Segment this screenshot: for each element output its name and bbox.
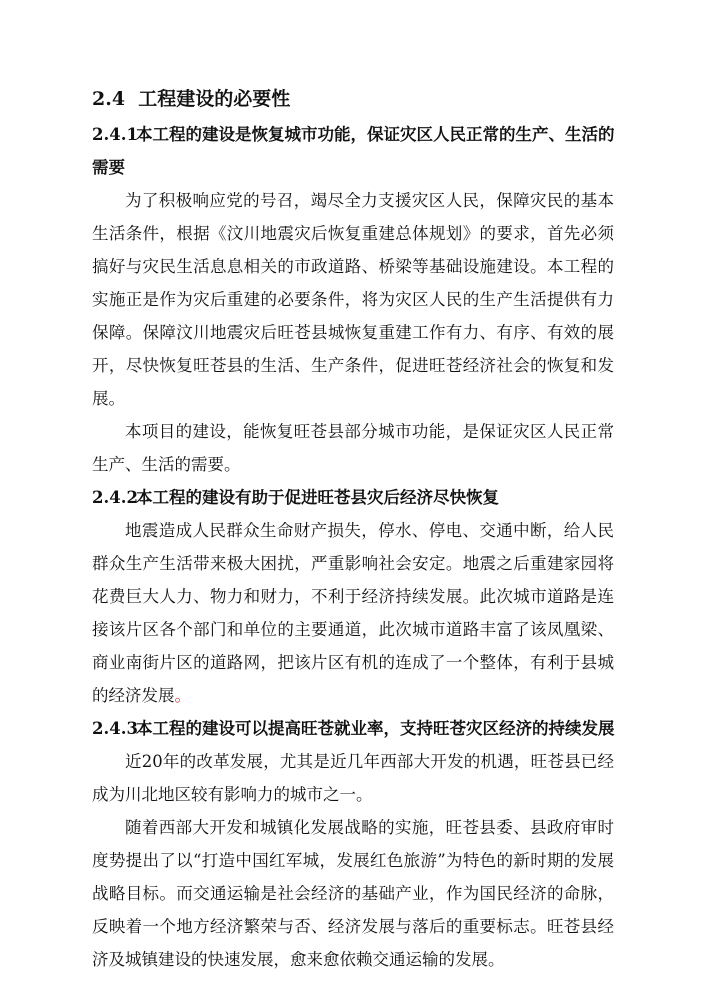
subsection-title: 本工程的建设可以提高旺苍就业率，支持旺苍灾区经济的持续发展	[136, 719, 615, 738]
paragraph	[92, 514, 614, 712]
paragraph: 为了积极响应党的号召，竭尽全力支援灾区人民，保障灾民的基本生活条件，根据《汶川地震灾后恢复重建总体规划》的要求，首先必须搞好与灾民生活息息相关的市政道路、桥梁等基础设施建设。本工程的实施正是作为灾后重建的必要条件，将为灾区人民的生产生活提供有力保障。保障汶川地震灾后旺苍县城恢复重建工作有力、有序、有效的展开，尽快恢复旺苍县的生活、生产条件，促进旺苍经济社会的恢复和发展。	[92, 191, 614, 408]
subsection-heading-2-4-2	[92, 481, 499, 514]
subsection-number: 2.4.1	[92, 125, 138, 144]
subsection-heading-2-4-1	[92, 118, 615, 151]
paragraph: 近20年的改革发展，尤其是近几年西部大开发的机遇，旺苍县已经成为川北地区较有影响力的城市之一。	[92, 752, 614, 804]
paragraph: 本项目的建设，能恢复旺苍县部分城市功能，是保证灾区人民正常生产、生活的需要。	[92, 422, 614, 474]
section-number: 2.4	[92, 88, 126, 110]
subsection-number: 2.4.3	[92, 719, 138, 738]
subsection-heading-2-4-1-continued	[92, 151, 125, 184]
section-title: 工程建设的必要性	[138, 88, 291, 110]
section-heading	[92, 86, 290, 112]
subsection-title: 本工程的建设是恢复城市功能，保证灾区人民正常的生产、生活的	[136, 125, 615, 144]
subsection-title-continued: 需要	[92, 158, 125, 177]
paragraph: 随着西部大开发和城镇化发展战略的实施，旺苍县委、县政府审时度势提出了以“打造中国红军城，发展红色旅游”为特色的新时期的发展战略目标。而交通运输是社会经济的基础产业，作为国民经济的命脉，反映着一个地方经济繁荣与否、经济发展与落后的重要标志。旺苍县经济及城镇建设的快速发展，愈来愈依赖交通运输的发展。	[92, 818, 614, 969]
paragraph-text: 地震造成人民群众生命财产损失，停水、停电、交通中断，给人民群众生产生活带来极大困扰，严重影响社会安定。地震之后重建家园将花费巨大人力、物力和财力，不利于经济持续发展。此次城市道路是连接该片区各个部门和单位的主要通道，此次城市道路丰富了该凤凰梁、商业南街片区的道路网，把该片区有机的连成了一个整体，有利于县城的经济发展	[92, 521, 614, 705]
subsection-heading-2-4-3	[92, 712, 615, 745]
red-period: 。	[174, 686, 191, 705]
subsection-title: 本工程的建设有助于促进旺苍县灾后经济尽快恢复	[136, 488, 499, 507]
subsection-number: 2.4.2	[92, 488, 138, 507]
